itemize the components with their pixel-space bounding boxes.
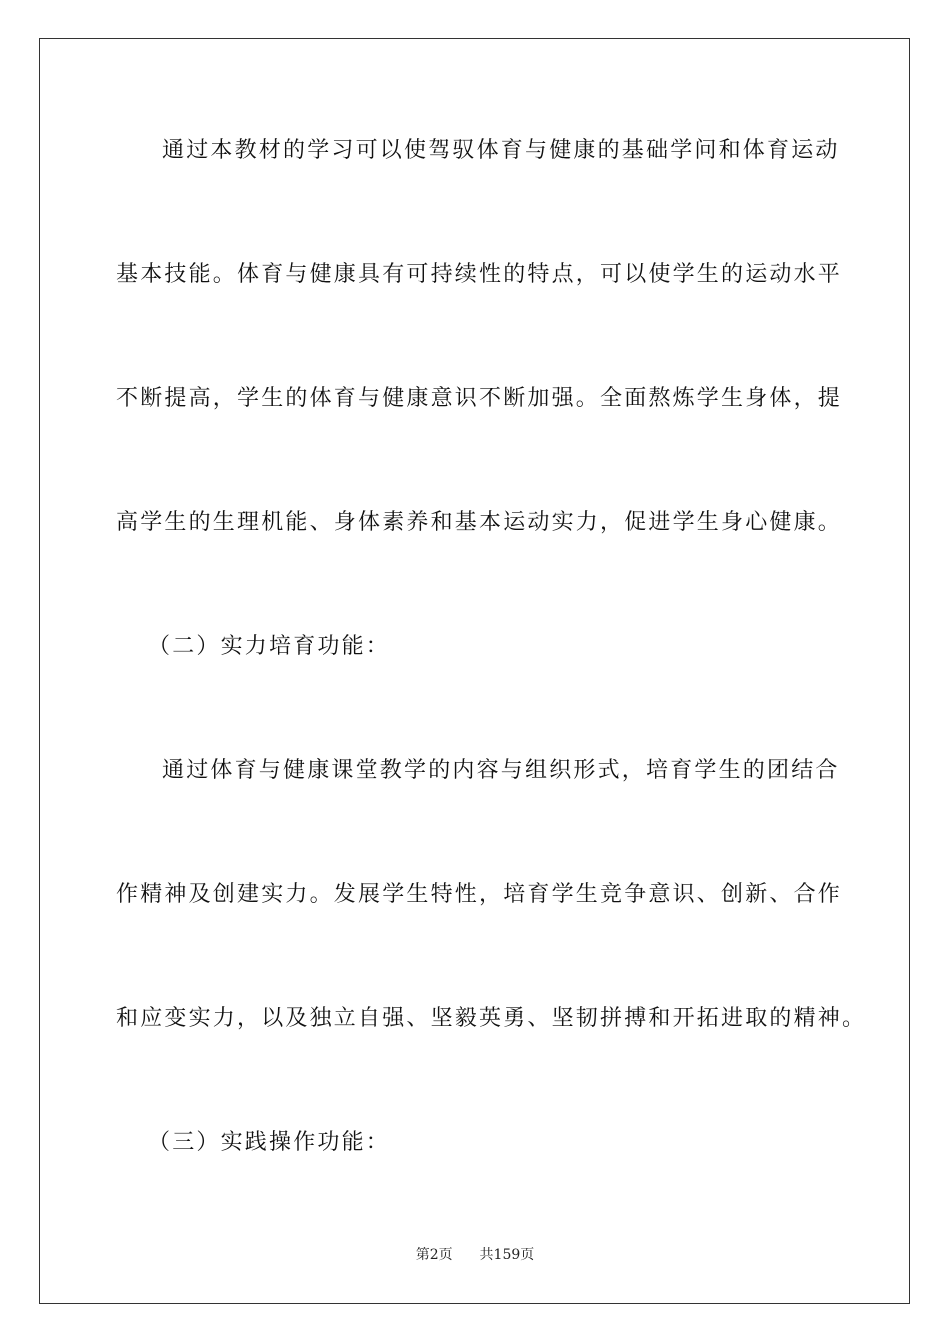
page-border: [39, 38, 910, 1304]
paragraph-2-line-3: 和应变实力，以及独立自强、坚毅英勇、坚韧拼搏和开拓进取的精神。: [116, 1006, 867, 1031]
total-page-count: 共159页: [479, 1247, 535, 1263]
section-heading-2: （二）实力培育功能：: [148, 634, 391, 659]
current-page-number: 第2页: [415, 1247, 453, 1263]
paragraph-2-line-2: 作精神及创建实力。发展学生特性，培育学生竞争意识、创新、合作: [116, 882, 843, 907]
paragraph-1-line-4: 高学生的生理机能、身体素养和基本运动实力，促进学生身心健康。: [116, 510, 843, 535]
paragraph-1-line-3: 不断提高，学生的体育与健康意识不断加强。全面熬炼学生身体，提: [116, 386, 843, 411]
section-heading-3: （三）实践操作功能：: [148, 1130, 391, 1155]
page-footer: [0, 1246, 950, 1264]
paragraph-2-line-1: 通过体育与健康课堂教学的内容与组织形式，培育学生的团结合: [162, 758, 840, 783]
paragraph-1-line-2: 基本技能。体育与健康具有可持续性的特点，可以使学生的运动水平: [116, 262, 843, 287]
paragraph-1-line-1: 通过本教材的学习可以使驾驭体育与健康的基础学问和体育运动: [162, 138, 840, 163]
